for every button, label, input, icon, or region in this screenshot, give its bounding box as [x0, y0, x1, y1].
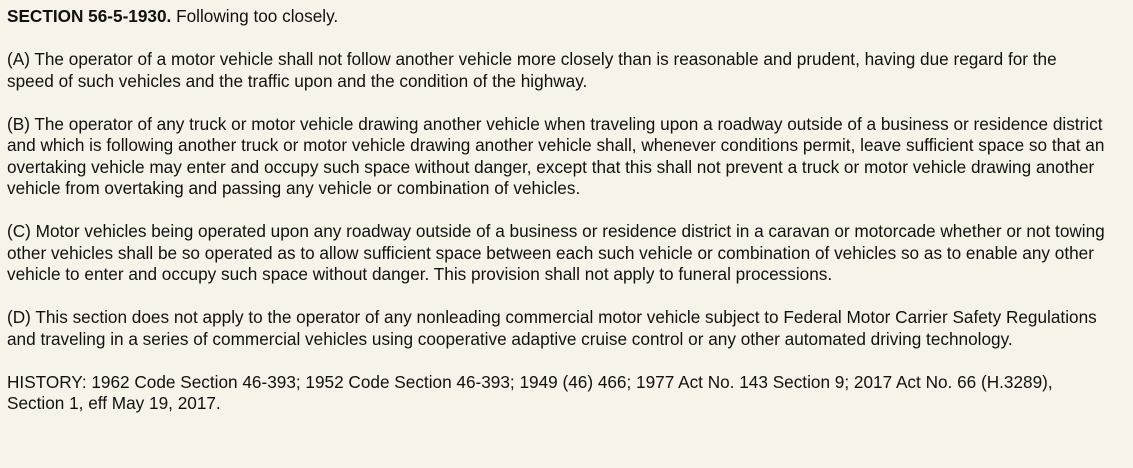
spacer: [7, 286, 1133, 308]
spacer: [7, 200, 1133, 222]
section-number: SECTION 56-5-1930.: [7, 6, 172, 26]
paragraph-a: (A) The operator of a motor vehicle shall not follow another vehicle more closely than is reasonable and prudent, having due regard for the speed of such vehicles and the traffic upon and the condition of the highway.: [7, 49, 1057, 91]
spacer: [7, 350, 1133, 372]
paragraph-d: (D) This section does not apply to the operator of any nonleading commercial motor vehicle subject to Federal Motor Carrier Safety Regulations and traveling in a series of commercial vehicles using cooperative adaptive cruise control or any other automated driving technology.: [7, 307, 1097, 349]
paragraph-c: (C) Motor vehicles being operated upon any roadway outside of a business or residence district in a caravan or motorcade whether or not towing other vehicles shall be so operated as to allow sufficient space between each such vehicle or combination of vehicles so as to enable any other vehicle to enter and occupy such space without danger. This provision shall not apply to funeral processions.: [7, 221, 1105, 284]
history-note: HISTORY: 1962 Code Section 46-393; 1952 Code Section 46-393; 1949 (46) 466; 1977 Act No. 143 Section 9; 2017 Act No. 66 (H.3289), Section 1, eff May 19, 2017.: [7, 371, 1053, 413]
section-title: Following too closely.: [176, 6, 339, 26]
paragraph-b: (B) The operator of any truck or motor vehicle drawing another vehicle when traveling upon a roadway outside of a business or residence district and which is following another truck or motor vehicle drawing another vehicle shall, whenever conditions permit, leave sufficient space so that an overtaking vehicle may enter and occupy such space without danger, except that this shall not prevent a truck or motor vehicle drawing another vehicle from overtaking and passing any vehicle or combination of vehicles.: [7, 113, 1105, 198]
spacer: [7, 92, 1133, 114]
section-heading: [7, 6, 1107, 28]
spacer: [7, 28, 1133, 50]
